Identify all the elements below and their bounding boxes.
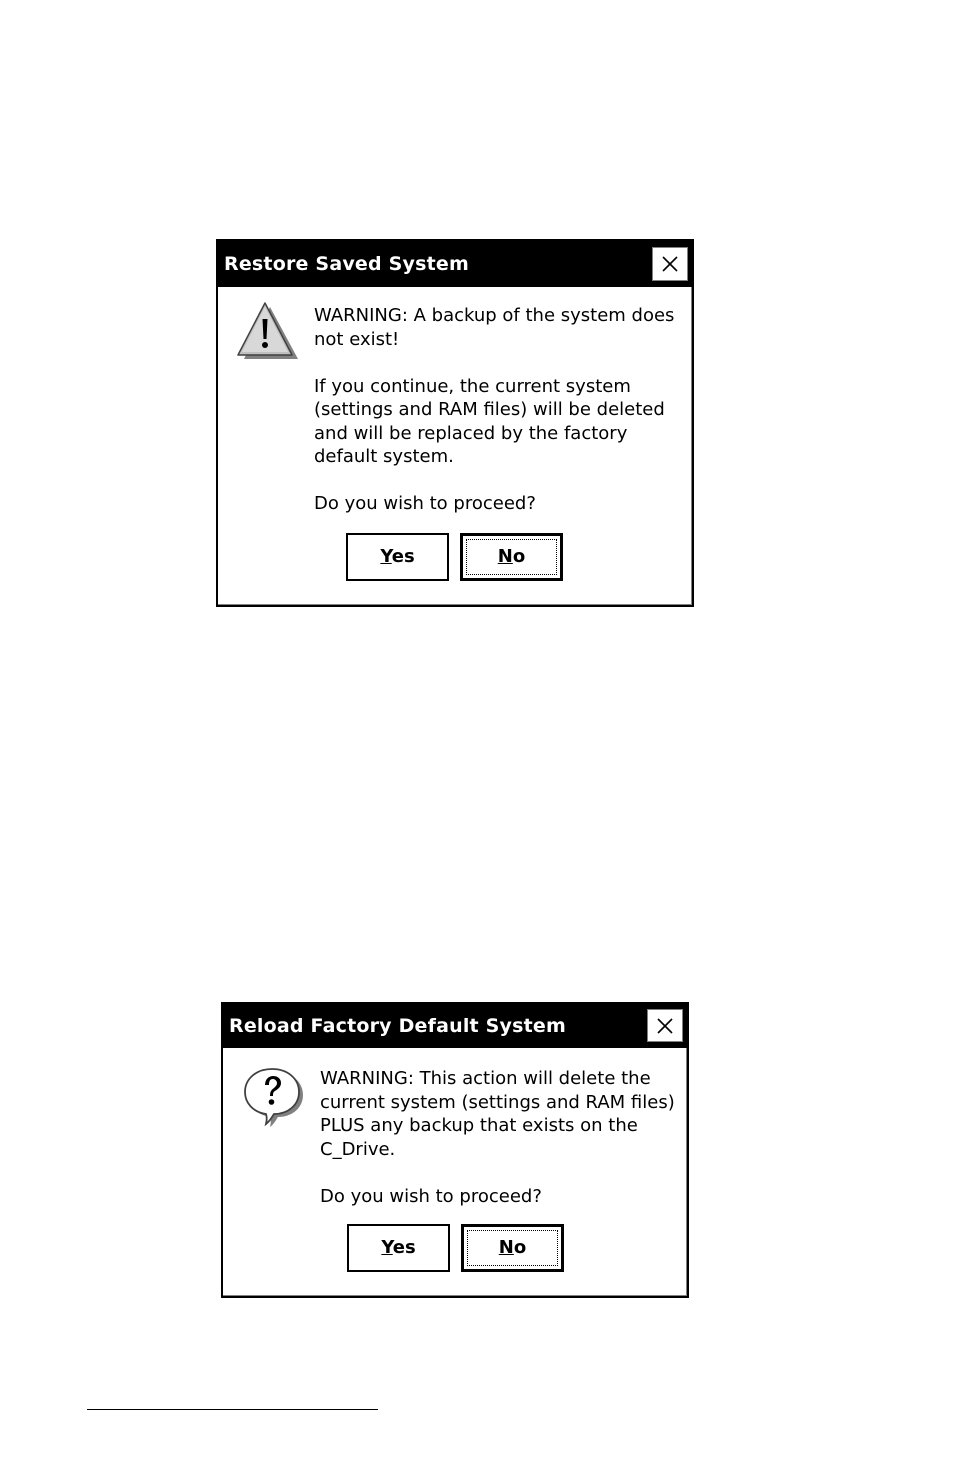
message-detail: If you continue, the current system (settings and RAM files) will be deleted and will be replaced by the factory default system. — [314, 375, 665, 467]
focus-rectangle — [467, 1230, 558, 1266]
reload-factory-default-dialog — [221, 1002, 689, 1298]
yes-button[interactable] — [347, 1224, 450, 1272]
focus-rectangle — [466, 539, 557, 575]
footnote-divider — [87, 1409, 378, 1410]
no-label: o — [512, 546, 526, 567]
dialog-message — [320, 1067, 680, 1208]
message-warning: WARNING: A backup of the system does not exist! — [314, 305, 675, 350]
yes-mnemonic: Y — [380, 546, 392, 567]
dialog-titlebar — [218, 241, 692, 287]
close-icon — [662, 256, 678, 272]
dialog-message — [314, 304, 684, 516]
message-warning: WARNING: This action will delete the current system (settings and RAM files) PLUS any backup that exists on the C_Drive. — [320, 1068, 675, 1160]
yes-label: es — [391, 546, 415, 567]
dialog-title: Restore Saved System — [224, 253, 469, 275]
close-button[interactable] — [652, 247, 688, 281]
warning-icon — [236, 301, 300, 367]
message-question: Do you wish to proceed? — [314, 493, 536, 514]
close-icon — [657, 1018, 673, 1034]
restore-saved-system-dialog — [216, 239, 694, 607]
dialog-title: Reload Factory Default System — [229, 1015, 567, 1037]
no-mnemonic: N — [497, 546, 513, 567]
no-button[interactable] — [461, 1224, 564, 1272]
message-question: Do you wish to proceed? — [320, 1185, 542, 1207]
no-button[interactable] — [460, 533, 563, 581]
yes-label: es — [392, 1237, 416, 1258]
no-mnemonic: N — [498, 1237, 514, 1258]
yes-button[interactable] — [346, 533, 449, 581]
close-button[interactable] — [647, 1009, 683, 1042]
question-icon — [243, 1066, 305, 1132]
dialog-titlebar — [223, 1004, 687, 1048]
yes-mnemonic: Y — [381, 1237, 393, 1258]
no-label: o — [513, 1237, 527, 1258]
